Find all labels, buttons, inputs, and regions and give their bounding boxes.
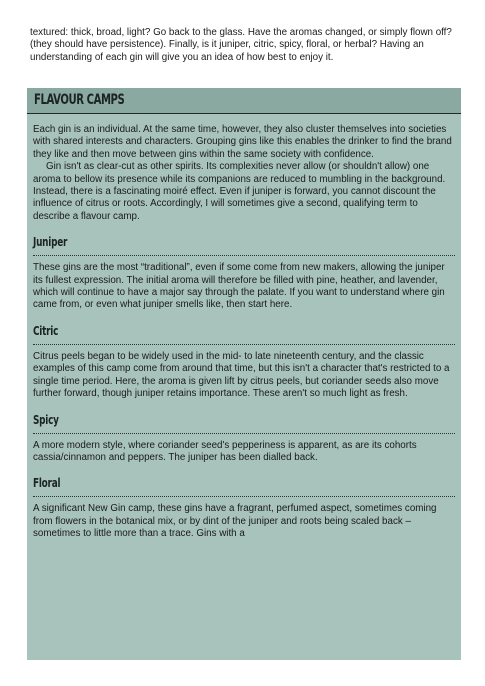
section-text-spicy: A more modern style, where coriander seed's pepperiness is apparent, as are its cohorts cassia/cinnamon and peppers. The juniper has been dialled back. xyxy=(33,439,417,463)
section-divider xyxy=(33,344,455,345)
section-divider xyxy=(33,433,455,434)
section-text-floral: A significant New Gin camp, these gins have a fragrant, perfumed aspect, sometimes coming from flowers in the botanical mix, or by dint of the juniper and roots being scaled back – sometimes to little more than a trace. Gins with a xyxy=(33,503,437,540)
section-heading-floral: Floral xyxy=(33,476,61,491)
panel-body xyxy=(27,114,461,541)
panel-paragraph-1: Each gin is an individual. At the same time, however, they also cluster themselves into societies with shared interests and characters. Grouping gins like this enables the drinker to find the brand they like and then move between gins within the same society with confidence. xyxy=(33,124,452,160)
section-heading-spicy: Spicy xyxy=(33,412,59,427)
flavour-camps-panel xyxy=(27,88,461,660)
section-heading-juniper: Juniper xyxy=(33,235,68,250)
section-divider xyxy=(33,496,455,497)
intro-paragraph: textured: thick, broad, light? Go back to the glass. Have the aromas changed, or simply flown off? (they should have persistence). Finally, is it juniper, citric, spicy, floral, or herbal? Having an understanding of each gin will give you an idea of how best to enjoy it. xyxy=(30,27,452,63)
section-divider xyxy=(33,255,455,256)
section-text-juniper: These gins are the most “traditional”, even if some come from new makers, allowing the juniper its fullest expression. The initial aroma will therefore be filled with pine, heather, and lavender, which will continue to have a major say through the palate. If you want to understand where gin came from, or even what juniper smells like, then start here. xyxy=(33,262,445,311)
section-text-citric: Citrus peels began to be widely used in the mid- to late nineteenth century, and the classic examples of this camp come from around that time, but this isn't a character that's restricted to a single time period. Here, the aroma is given lift by citrus peels, but coriander seeds also move further forward, though juniper retains importance. These aren't so much light as fresh. xyxy=(33,350,450,400)
panel-title: FLAVOUR CAMPS xyxy=(27,88,461,114)
section-heading-citric: Citric xyxy=(33,323,59,338)
panel-paragraph-2: Gin isn't as clear-cut as other spirits. Its complexities never allow (or shouldn't allow) one aroma to bellow its presence while its companions are reduced to mumbling in the background. Instead, there is a fascinating moiré effect. Even if juniper is forward, you cannot discount the influence of citrus or roots. Accordingly, I will sometimes give a second, qualifying term to describe a flavour camp. xyxy=(33,161,446,222)
